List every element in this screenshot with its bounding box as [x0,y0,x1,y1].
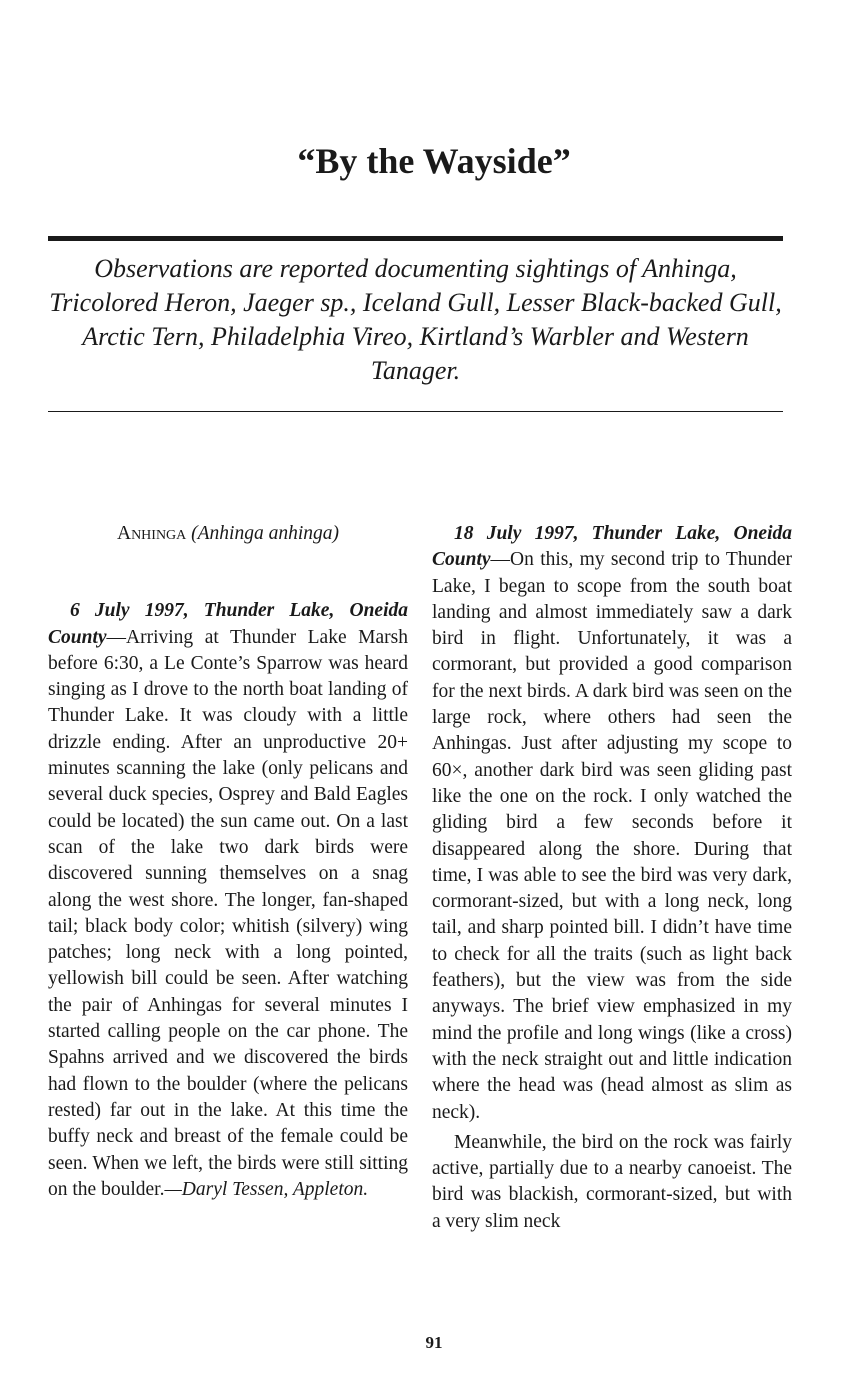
page-number: 91 [425,1333,443,1352]
article-title: “By the Wayside” [297,141,571,181]
entry-text: —Arriving at Thunder Lake Marsh before 6:30, a Le Conte’s Sparrow was heard singing as I drove to the north boat landing of Thunder Lake. It was cloudy with a little drizzle ending. After an unproductive 20+ minutes scanning the lake (only pelicans and several duck species, Osprey and Bald Eagles could be located) the sun came out. On a last scan of the lake two dark birds were discovered sunning themselves on a snag along the west shore. The longer, fan-shaped tail; black body color; whitish (silvery) wing patches; long neck with a long pointed, yellowish bill could be seen. After watching the pair of Anhingas for several minutes I started calling people on the car phone. The Spahns arrived and we discovered the birds had flown to the boulder (where the pelicans rested) far out in the lake. At this time the buffy neck and breast of the female could be seen. When we left, the birds were still sitting on the boulder. [48,626,408,1200]
left-column [48,521,408,1203]
entry-dateline: 18 July 1997, Thunder Lake, Oneida County [432,523,792,571]
species-heading [48,521,408,547]
title-rule [48,236,783,241]
abstract: Observations are reported documenting sightings of Anhinga, Tricolored Heron, Jaeger sp., Iceland Gull, Lesser Black-backed Gull, Arctic Tern, Philadelphia Vireo, Kirtland’s Warbler and Western Tanager. [49,254,782,385]
observation-paragraph: Meanwhile, the bird on the rock was fairly active, partially due to a nearby canoeist. The bird was blackish, cormorant-sized, but with a very slim neck [432,1131,792,1232]
abstract-rule [48,411,783,412]
species-scientific-name: (Anhinga anhinga) [191,523,340,544]
entry-signature: —Daryl Tessen, Appleton. [164,1178,369,1200]
right-column [432,521,792,1235]
entry-text: —On this, my second trip to Thunder Lake, I began to scope from the south boat landing and almost immediately saw a dark bird in flight. Unfortunately, it was a cormorant, but provided a good comparison for the next birds. A dark bird was seen on the large rock, where others had seen the Anhingas. Just after adjusting my scope to 60×, another dark bird was seen gliding past like the one on the rock. I only watched the gliding bird a few seconds before it disappeared along the shore. During that time, I was able to see the bird was very dark, cormorant-sized, but with a long neck, long tail, and sharp pointed bill. I didn’t have time to check for all the traits (such as light back feathers), but the view was from the side anyways. The brief view emphasized in my mind the profile and long wings (like a cross) with the neck straight out and little indication where the head was (head almost as slim as neck). [432,549,792,1123]
species-common-name: Anhinga [116,523,187,544]
entry-dateline: 6 July 1997, Thunder Lake, Oneida County [48,600,408,648]
observation-entry [48,598,408,1203]
observation-entry [432,521,792,1126]
